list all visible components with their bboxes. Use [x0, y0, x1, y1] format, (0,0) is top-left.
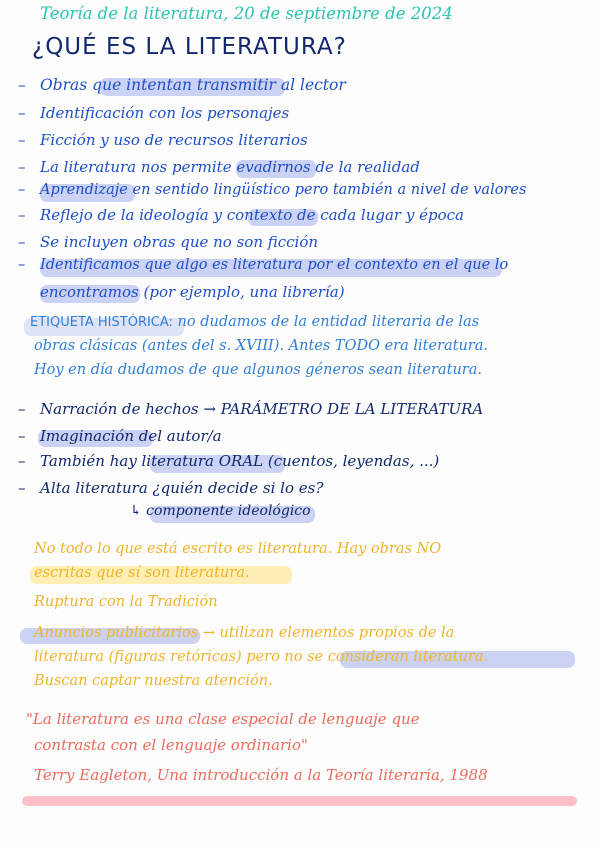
- page-title: [32, 34, 347, 60]
- list-item: – Reflejo de la ideología y contexto de cada lugar y época: [18, 206, 464, 224]
- list-item: – Narración de hechos → PARÁMETRO DE LA LITERATURA: [18, 400, 484, 418]
- list-item: – Ficción y uso de recursos literarios: [18, 131, 308, 149]
- list-item: – Aprendizaje en sentido lingüístico pero también a nivel de valores: [18, 182, 527, 198]
- list-item-text: Ficción y uso de recursos literarios: [40, 131, 308, 149]
- list-item: – Imaginación del autor/a: [18, 427, 222, 445]
- note-text: Buscan captar nuestra atención.: [34, 673, 273, 689]
- note-text: literatura (figuras retóricas) pero no se consideran literatura.: [34, 649, 489, 665]
- list-item-text: La literatura nos permite evadirnos de la realidad: [40, 158, 420, 176]
- quote-citation: [34, 766, 488, 784]
- list-item-text: Identificación con los personajes: [40, 104, 290, 122]
- date-header: [40, 4, 453, 23]
- date-header-text: Teoría de la literatura, 20 de septiembre de 2024: [40, 4, 453, 23]
- list-item-text: También hay literatura ORAL (cuentos, leyendas, ...): [40, 452, 440, 470]
- note-text: No todo lo que está escrito es literatura. Hay obras NO: [34, 541, 442, 557]
- note-line: [34, 565, 249, 581]
- etiqueta-text: obras clásicas (antes del s. XVIII). Antes TODO era literatura.: [34, 338, 488, 354]
- note-line: [34, 625, 454, 641]
- list-item: – Identificación con los personajes: [18, 104, 290, 122]
- list-item: – Se incluyen obras que no son ficción: [18, 233, 319, 251]
- etiqueta-line: [34, 338, 488, 354]
- list-item: – Identificamos que algo es literatura por el contexto en el que lo: [18, 257, 509, 273]
- arrow-note: [130, 503, 311, 519]
- list-item: – La literatura nos permite evadirnos de la realidad: [18, 158, 420, 176]
- list-item-text: Imaginación del autor/a: [40, 427, 222, 445]
- arrow-note-text: ↳ componente ideológico: [130, 503, 311, 519]
- note-line: [34, 541, 441, 557]
- quote-text: contrasta con el lenguaje ordinario": [34, 736, 308, 754]
- quote-line: [26, 710, 420, 728]
- note-text: Anuncios publicitarios → utilizan elementos propios de la: [34, 625, 455, 641]
- list-item-text: Identificamos que algo es literatura por el contexto en el que lo: [40, 257, 509, 273]
- page-title-text: ¿QUÉ ES LA LITERATURA?: [32, 34, 347, 60]
- list-item-text: Obras que intentan transmitir al lector: [40, 76, 346, 94]
- list-item-text: Reflejo de la ideología y contexto de cada lugar y época: [40, 206, 464, 224]
- note-text: escritas que sí son literatura.: [34, 565, 250, 581]
- etiqueta-line: [34, 362, 482, 378]
- list-item-text: Alta literatura ¿quién decide si lo es?: [40, 479, 324, 497]
- etiqueta-line: [30, 314, 479, 330]
- list-item-continuation: [40, 283, 345, 301]
- list-item: – Obras que intentan transmitir al lector: [18, 76, 346, 94]
- list-item-text: Narración de hechos → PARÁMETRO DE LA LITERATURA: [40, 400, 484, 418]
- note-text: Ruptura con la Tradición: [34, 594, 218, 610]
- note-line: [34, 673, 273, 689]
- etiqueta-text: Hoy en día dudamos de que algunos géneros sean literatura.: [34, 362, 482, 378]
- quote-text: "La literatura es una clase especial de lenguaje que: [26, 710, 420, 728]
- note-line: [34, 649, 488, 665]
- quote-line: [34, 736, 308, 754]
- list-item: – Alta literatura ¿quién decide si lo es?: [18, 479, 324, 497]
- underline-highlight: [22, 796, 577, 806]
- etiqueta-label: ETIQUETA HISTÓRICA:: [30, 315, 173, 330]
- note-line: [34, 594, 218, 610]
- list-item-text: Aprendizaje en sentido lingüístico pero también a nivel de valores: [40, 182, 527, 198]
- list-item: – También hay literatura ORAL (cuentos, leyendas, ...): [18, 452, 440, 470]
- citation-text: Terry Eagleton, Una introducción a la Teoría literaria, 1988: [34, 766, 488, 784]
- list-item-text: encontramos (por ejemplo, una librería): [40, 283, 345, 301]
- etiqueta-text: no dudamos de la entidad literaria de las: [172, 314, 480, 330]
- list-item-text: Se incluyen obras que no son ficción: [40, 233, 319, 251]
